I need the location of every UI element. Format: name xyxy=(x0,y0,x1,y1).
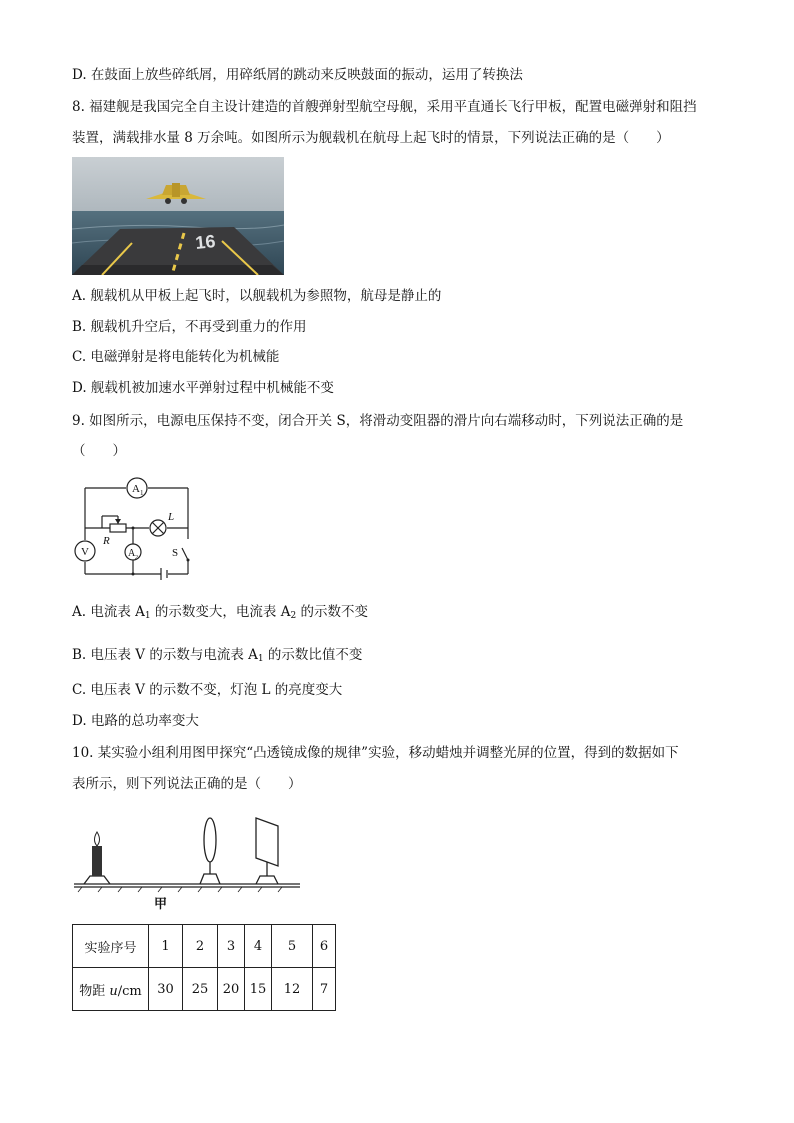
table-row xyxy=(73,925,336,968)
table-cell: 2 xyxy=(183,925,218,968)
table-cell: 30 xyxy=(149,968,183,1011)
figure-label: 甲 xyxy=(154,897,168,912)
question-8-stem-line1: 8. 福建舰是我国完全自主设计建造的首艘弹射型航空母舰，采用平直通长飞行甲板，配置电磁弹射和阻挡 xyxy=(72,99,697,115)
option-9a: A. 电流表 $A_1$ 的示数变大，电流表 $A_2$ 的示数不变 xyxy=(72,604,368,621)
subscript-1: 1 xyxy=(257,654,264,664)
carrier-photo xyxy=(72,157,284,275)
option-7d: D. 在鼓面上放些碎纸屑，用碎纸屑的跳动来反映鼓面的振动，运用了转换法 xyxy=(72,67,523,83)
table-header-cell: 实验序号 xyxy=(73,925,149,968)
option-8b: B. 舰载机升空后，不再受到重力的作用 xyxy=(72,319,307,335)
ammeter-a2-sub: 2 xyxy=(135,555,138,561)
subscript-1: 1 xyxy=(144,611,151,621)
question-9-stem-line2: （ ） xyxy=(72,443,126,459)
question-10-stem-line1: 10. 某实验小组利用图甲探究“凸透镜成像的规律”实验，移动蜡烛并调整光屏的位置，得到的数据如下 xyxy=(72,745,679,761)
table-cell: 12 xyxy=(272,968,313,1011)
ammeter-a1-sub: 1 xyxy=(140,489,144,497)
option-9d: D. 电路的总功率变大 xyxy=(72,713,199,729)
experiment-table xyxy=(72,924,336,1011)
rheostat-label: R xyxy=(103,535,110,547)
question-8-stem-line2: 装置，满载排水量 8 万余吨。如图所示为舰载机在航母上起飞时的情景，下列说法正确的是（ ） xyxy=(72,130,670,146)
ammeter-a1-label: A xyxy=(132,483,140,495)
table-cell: 7 xyxy=(313,968,336,1011)
table-cell: 1 xyxy=(149,925,183,968)
option-8a: A. 舰载机从甲板上起飞时，以舰载机为参照物，航母是静止的 xyxy=(72,288,442,304)
switch-label: S xyxy=(172,547,179,559)
ammeter-a2-label: A xyxy=(128,548,136,559)
optical-bench-figure xyxy=(72,812,302,912)
deck-number: 16 xyxy=(194,230,217,253)
option-9c: C. 电压表 V 的示数不变，灯泡 L 的亮度变大 xyxy=(72,682,343,698)
option-8d: D. 舰载机被加速水平弹射过程中机械能不变 xyxy=(72,380,334,396)
table-cell: 3 xyxy=(218,925,245,968)
subscript-2: 2 xyxy=(290,611,297,621)
table-cell: 5 xyxy=(272,925,313,968)
table-cell: 6 xyxy=(313,925,336,968)
table-cell: 15 xyxy=(245,968,272,1011)
option-9b: B. 电压表 V 的示数与电流表 $A_1$ 的示数比值不变 xyxy=(72,647,363,664)
table-cell: 4 xyxy=(245,925,272,968)
table-cell: 25 xyxy=(183,968,218,1011)
question-10-stem-line2: 表所示，则下列说法正确的是（ ） xyxy=(72,776,302,792)
table-header-cell: 物距 u/cm xyxy=(73,968,149,1011)
option-8c: C. 电磁弹射是将电能转化为机械能 xyxy=(72,349,280,365)
question-9-stem-line1: 9. 如图所示，电源电压保持不变，闭合开关 S，将滑动变阻器的滑片向右端移动时，下列说法正确的是 xyxy=(72,413,684,429)
table-cell: 20 xyxy=(218,968,245,1011)
voltmeter-label: V xyxy=(81,546,89,558)
table-row xyxy=(73,968,336,1011)
circuit-diagram xyxy=(70,476,210,580)
lamp-label: L xyxy=(168,511,175,523)
